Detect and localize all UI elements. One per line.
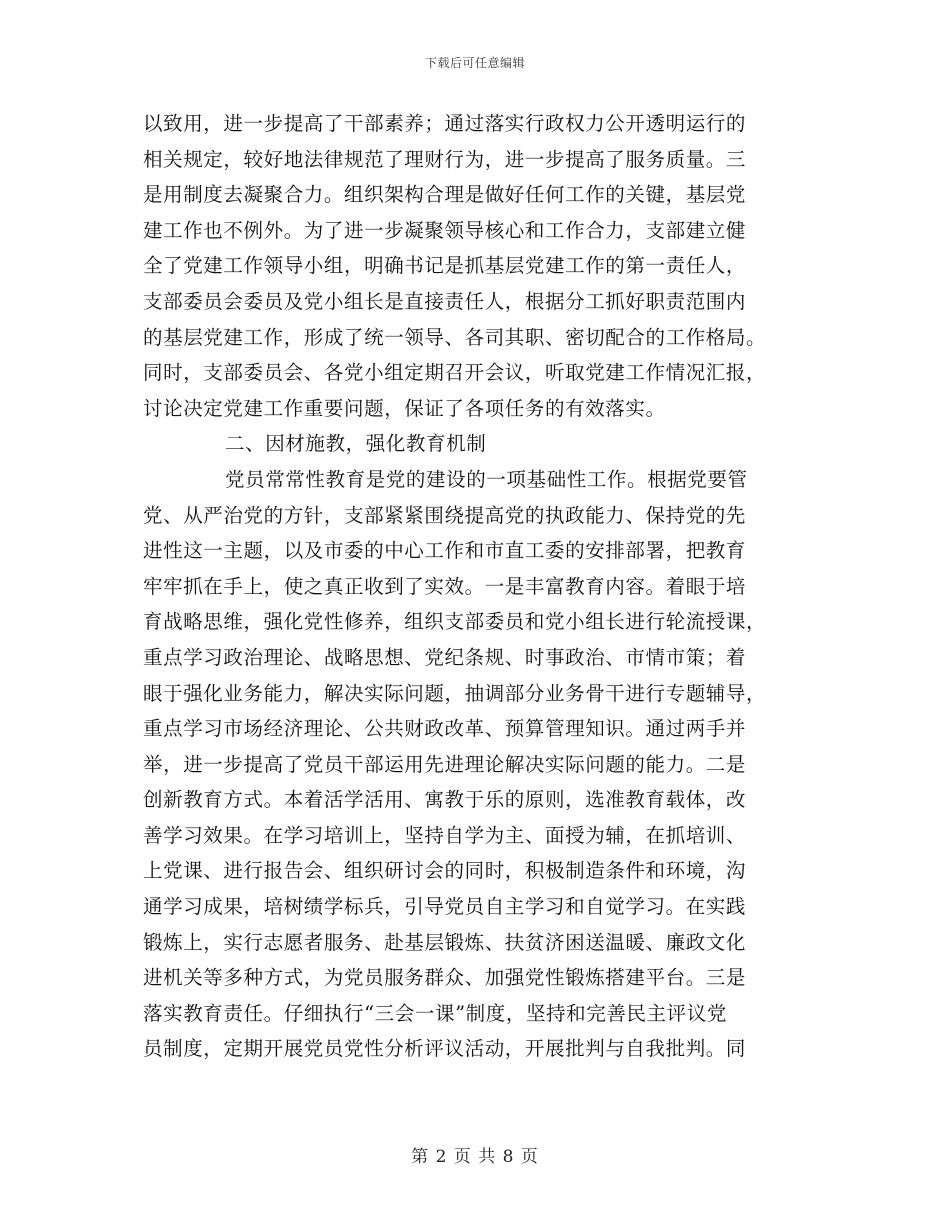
text-line: 支部委员会委员及党小组长是直接责任人，根据分工抓好职责范围内 <box>143 289 747 313</box>
text-line: 创新教育方式。本着活学活用、寓教于乐的原则，选准教育载体，改 <box>143 788 747 812</box>
text-line: 员制度，定期开展党员党性分析评议活动，开展批判与自我批判。同 <box>143 1037 747 1061</box>
text-line: 举，进一步提高了党员干部运用先进理论解决实际问题的能力。二是 <box>143 752 747 776</box>
page-number-footer: 第 2 页 共 8 页 <box>411 1147 539 1167</box>
text-line: 育战略思维，强化党性修养，组织支部委员和党小组长进行轮流授课， <box>143 610 767 634</box>
text-line: 上党课、进行报告会、组织研讨会的同时，积极制造条件和环境，沟 <box>143 859 747 883</box>
text-line: 眼于强化业务能力，解决实际问题，抽调部分业务骨干进行专题辅导， <box>143 681 767 705</box>
text-line: 以致用，进一步提高了干部素养；通过落实行政权力公开透明运行的 <box>143 112 747 135</box>
text-line: 重点学习政治理论、战略思想、党纪条规、时事政治、市情市策；着 <box>143 645 747 669</box>
text-line: 善学习效果。在学习培训上，坚持自学为主、面授为辅，在抓培训、 <box>143 823 747 847</box>
text-line: 建工作也不例外。为了进一步凝聚领导核心和工作合力，支部建立健 <box>143 218 747 242</box>
text-line: 牢牢抓在手上，使之真正收到了实效。一是丰富教育内容。着眼于培 <box>143 574 747 598</box>
text-line: 相关规定，较好地法律规范了理财行为，进一步提高了服务质量。三 <box>143 147 747 171</box>
text-line: 重点学习市场经济理论、公共财政改革、预算管理知识。通过两手并 <box>143 717 747 741</box>
text-line: 落实教育责任。仔细执行“三会一课”制度，坚持和完善民主评议党 <box>143 1001 727 1025</box>
document-body <box>143 106 808 1067</box>
text-line: 同时，支部委员会、各党小组定期召开会议，听取党建工作情况汇报， <box>143 361 767 385</box>
text-line: 是用制度去凝聚合力。组织架构合理是做好任何工作的关键，基层党 <box>143 183 747 207</box>
text-line: 进性这一主题，以及市委的中心工作和市直工委的安排部署，把教育 <box>143 539 747 563</box>
text-line: 通学习成果，培树绩学标兵，引导党员自主学习和自觉学习。在实践 <box>143 895 747 919</box>
text-line: 全了党建工作领导小组，明确书记是抓基层党建工作的第一责任人， <box>143 254 747 278</box>
text-line: 党、从严治党的方针，支部紧紧围绕提高党的执政能力、保持党的先 <box>143 503 747 527</box>
page-header: 下载后可任意编辑 <box>424 56 525 70</box>
paragraph-first-line: 党员常常性教育是党的建设的一项基础性工作。根据党要管 <box>225 467 748 491</box>
text-line: 讨论决定党建工作重要问题，保证了各项任务的有效落实。 <box>143 396 666 420</box>
text-line: 的基层党建工作，形成了统一领导、各司其职、密切配合的工作格局。 <box>143 325 767 349</box>
text-line: 锻炼上，实行志愿者服务、赴基层锻炼、扶贫济困送温暖、廉政文化 <box>143 930 747 954</box>
section-heading: 二、因材施教，强化教育机制 <box>225 432 487 456</box>
text-line: 进机关等多种方式，为党员服务群众、加强党性锻炼搭建平台。三是 <box>143 966 747 990</box>
